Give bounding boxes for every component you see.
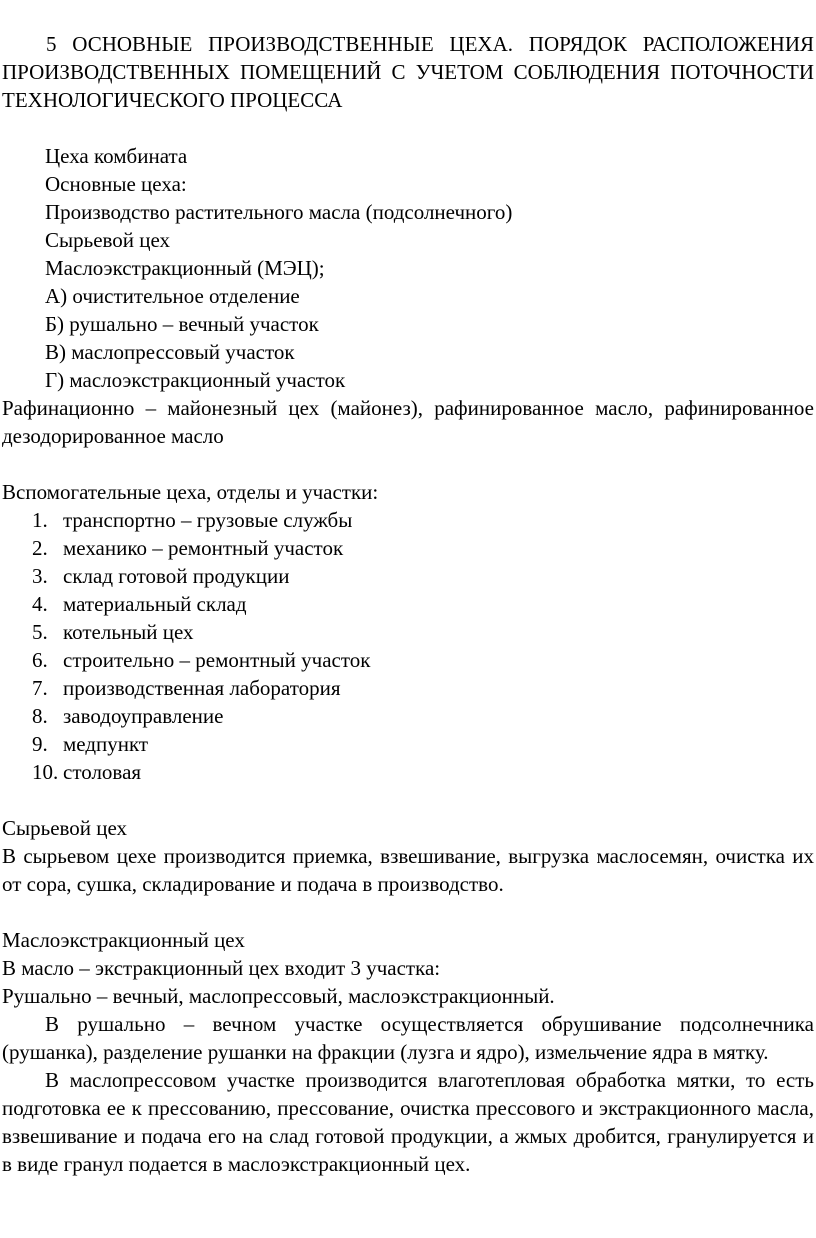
list-item — [2, 590, 814, 618]
extraction-shop-heading: Маслоэкстракционный цех — [2, 928, 245, 952]
list-item-number: 8. — [32, 704, 48, 728]
spacer — [2, 114, 814, 142]
spacer — [2, 786, 814, 814]
list-item-number: 6. — [32, 648, 48, 672]
list-item-text: котельный цех — [63, 620, 194, 644]
main-shops-line: Сырьевой цех — [45, 228, 171, 252]
extraction-shop-line: Рушально – вечный, маслопрессовый, маслоэкстракционный. — [2, 984, 555, 1008]
main-shops-line: Производство растительного масла (подсолнечного) — [45, 200, 513, 224]
list-item-number: 2. — [32, 536, 48, 560]
section-title-text: ОСНОВНЫЕ ПРОИЗВОДСТВЕННЫЕ ЦЕХА. ПОРЯДОК РАСПОЛОЖЕНИЯ ПРОИЗВОДСТВЕННЫХ ПОМЕЩЕНИЙ С УЧЕТОМ СОБЛЮДЕНИЯ ПОТОЧНОСТИ ТЕХНОЛОГИЧЕСКОГО ПРОЦЕССА — [2, 32, 815, 112]
auxiliary-heading: Вспомогательные цеха, отделы и участки: — [2, 480, 379, 504]
main-shops-line: Маслоэкстракционный (МЭЦ); — [45, 256, 325, 280]
list-item-text: медпункт — [63, 732, 149, 756]
list-item — [2, 674, 814, 702]
document-page — [2, 30, 814, 1178]
list-item-text: транспортно – грузовые службы — [63, 508, 353, 532]
list-item-text: заводоуправление — [63, 704, 224, 728]
main-shops-line: Цеха комбината — [45, 144, 188, 168]
document-title — [2, 30, 814, 114]
list-item-number: 3. — [32, 564, 48, 588]
raw-shop-text: В сырьевом цехе производится приемка, взвешивание, выгрузка маслосемян, очистка их от сора, сушка, складирование и подача в производство. — [2, 844, 814, 896]
main-shops-line: А) очистительное отделение — [45, 284, 300, 308]
list-item — [2, 758, 814, 786]
main-shops-line: Б) рушально – вечный участок — [45, 312, 319, 336]
list-item-number: 5. — [32, 620, 48, 644]
spacer — [2, 898, 814, 926]
list-item — [2, 506, 814, 534]
extraction-shop-line: В масло – экстракционный цех входит 3 участка: — [2, 956, 441, 980]
extraction-shop-paragraph: В маслопрессовом участке производится влаготепловая обработка мятки, то есть подготовка ее к прессованию, прессование, очистка прессового и экстракционного масла, взвешивание и подача его на слад готовой продукции, а жмых дробится, гранулируется и в виде гранул подается в маслоэкстракционный цех. — [2, 1068, 814, 1176]
main-shops-list — [2, 142, 814, 394]
list-item — [2, 562, 814, 590]
list-item — [2, 646, 814, 674]
refining-paragraph: Рафинационно – майонезный цех (майонез), рафинированное масло, рафинированное дезодорированное масло — [2, 396, 814, 448]
list-item-number: 7. — [32, 676, 48, 700]
list-item-text: строительно – ремонтный участок — [63, 648, 371, 672]
list-item-text: механико – ремонтный участок — [63, 536, 344, 560]
list-item-number: 1. — [32, 508, 48, 532]
list-item-number: 4. — [32, 592, 48, 616]
raw-shop-heading: Сырьевой цех — [2, 816, 128, 840]
list-item-text: столовая — [63, 760, 142, 784]
list-item-text: материальный склад — [63, 592, 247, 616]
main-shops-line: В) маслопрессовый участок — [45, 340, 295, 364]
spacer — [2, 450, 814, 478]
extraction-shop-paragraph: В рушально – вечном участке осуществляется обрушивание подсолнечника (рушанка), разделение рушанки на фракции (лузга и ядро), измельчение ядра в мятку. — [2, 1012, 814, 1064]
list-item-text: склад готовой продукции — [63, 564, 290, 588]
list-item-number: 9. — [32, 732, 48, 756]
list-item — [2, 618, 814, 646]
auxiliary-list — [2, 506, 814, 786]
list-item-number: 10. — [32, 760, 59, 784]
main-shops-line: Г) маслоэкстракционный участок — [45, 368, 346, 392]
list-item — [2, 730, 814, 758]
list-item — [2, 702, 814, 730]
list-item — [2, 534, 814, 562]
list-item-text: производственная лаборатория — [63, 676, 341, 700]
main-shops-line: Основные цеха: — [45, 172, 187, 196]
section-number: 5 — [46, 32, 57, 56]
